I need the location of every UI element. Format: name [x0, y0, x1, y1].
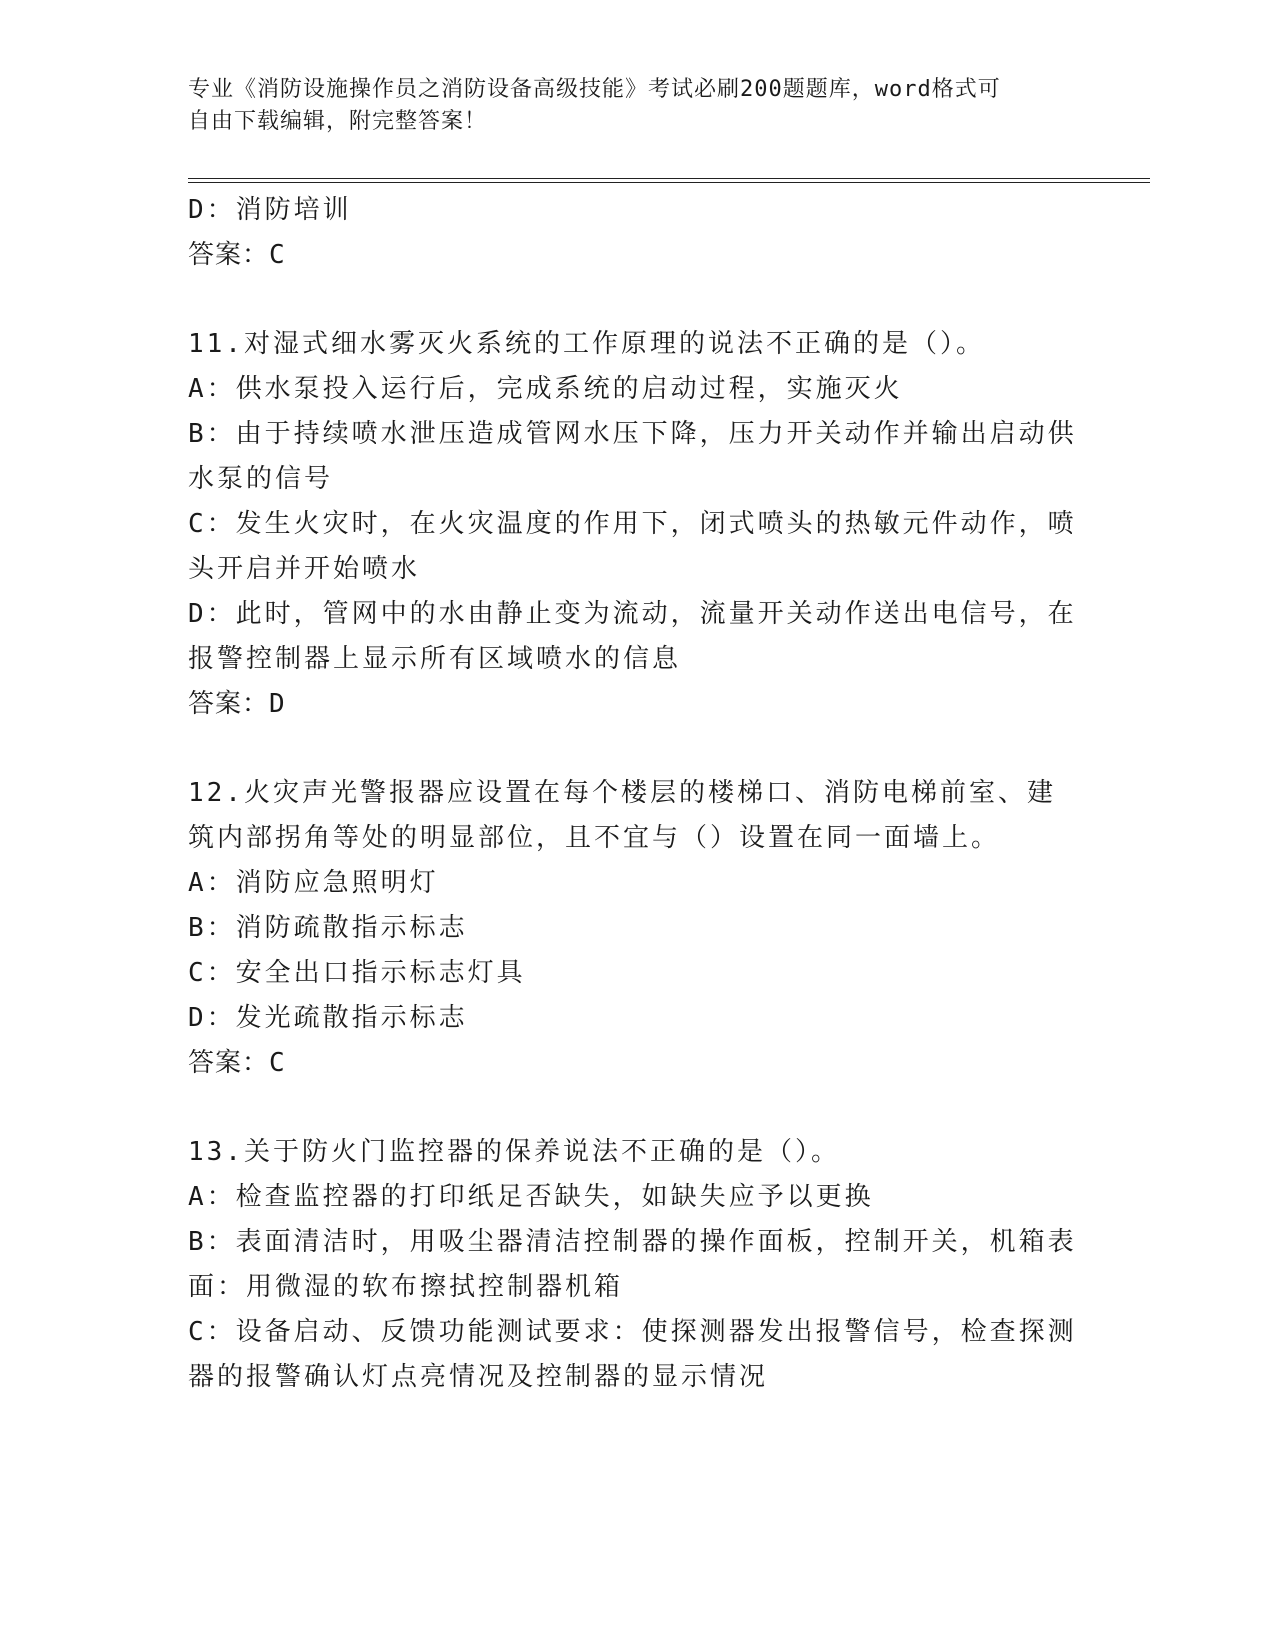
answer-label: 答案： [188, 1048, 270, 1078]
question-stem: 11.对湿式细水雾灭火系统的工作原理的说法不正确的是（）。 [188, 329, 985, 359]
document-header [188, 74, 1068, 138]
question-11 [188, 322, 1078, 727]
answer-label: 答案： [188, 240, 270, 270]
option-a: A：检查监控器的打印纸足否缺失，如缺失应予以更换 [188, 1182, 874, 1212]
answer [188, 1041, 1078, 1086]
option-d: D：发光疏散指示标志 [188, 1003, 468, 1033]
question-12 [188, 771, 1078, 1086]
option-c: C：设备启动、反馈功能测试要求：使探测器发出报警信号，检查探测器的报警确认灯点亮情况及控制器的显示情况 [188, 1317, 1077, 1392]
question-13 [188, 1130, 1078, 1400]
answer-value: C [269, 1048, 286, 1078]
prev-option-d: D：消防培训 [188, 195, 352, 225]
option-a: A：供水泵投入运行后，完成系统的启动过程，实施灭火 [188, 374, 903, 404]
answer [188, 682, 1078, 727]
answer-label: 答案： [188, 689, 270, 719]
option-a: A：消防应急照明灯 [188, 868, 439, 898]
document-body [188, 188, 1078, 1400]
answer-value: D [269, 689, 286, 719]
option-c: C：安全出口指示标志灯具 [188, 958, 526, 988]
option-c: C：发生火灾时，在火灾温度的作用下，闭式喷头的热敏元件动作，喷头开启并开始喷水 [188, 509, 1077, 584]
prev-answer [188, 233, 1078, 278]
header-divider-bottom [188, 182, 1150, 183]
header-divider-top [188, 178, 1150, 179]
header-line-2: 自由下载编辑，附完整答案！ [188, 109, 488, 134]
answer-value: C [269, 240, 286, 270]
spacer [188, 278, 1078, 322]
option-b: B：表面清洁时，用吸尘器清洁控制器的操作面板，控制开关，机箱表面：用微湿的软布擦拭控制器机箱 [188, 1227, 1077, 1302]
spacer [188, 1086, 1078, 1130]
option-d: D：此时，管网中的水由静止变为流动，流量开关动作送出电信号，在报警控制器上显示所有区域喷水的信息 [188, 599, 1077, 674]
question-stem: 12.火灾声光警报器应设置在每个楼层的楼梯口、消防电梯前室、建筑内部拐角等处的明显部位，且不宜与（）设置在同一面墙上。 [188, 778, 1056, 853]
question-stem: 13.关于防火门监控器的保养说法不正确的是（）。 [188, 1137, 840, 1167]
header-line-1: 专业《消防设施操作员之消防设备高级技能》考试必刷200题题库，word格式可 [188, 77, 1001, 102]
spacer [188, 727, 1078, 771]
option-b: B：消防疏散指示标志 [188, 913, 468, 943]
option-b: B：由于持续喷水泄压造成管网水压下降，压力开关动作并输出启动供水泵的信号 [188, 419, 1077, 494]
